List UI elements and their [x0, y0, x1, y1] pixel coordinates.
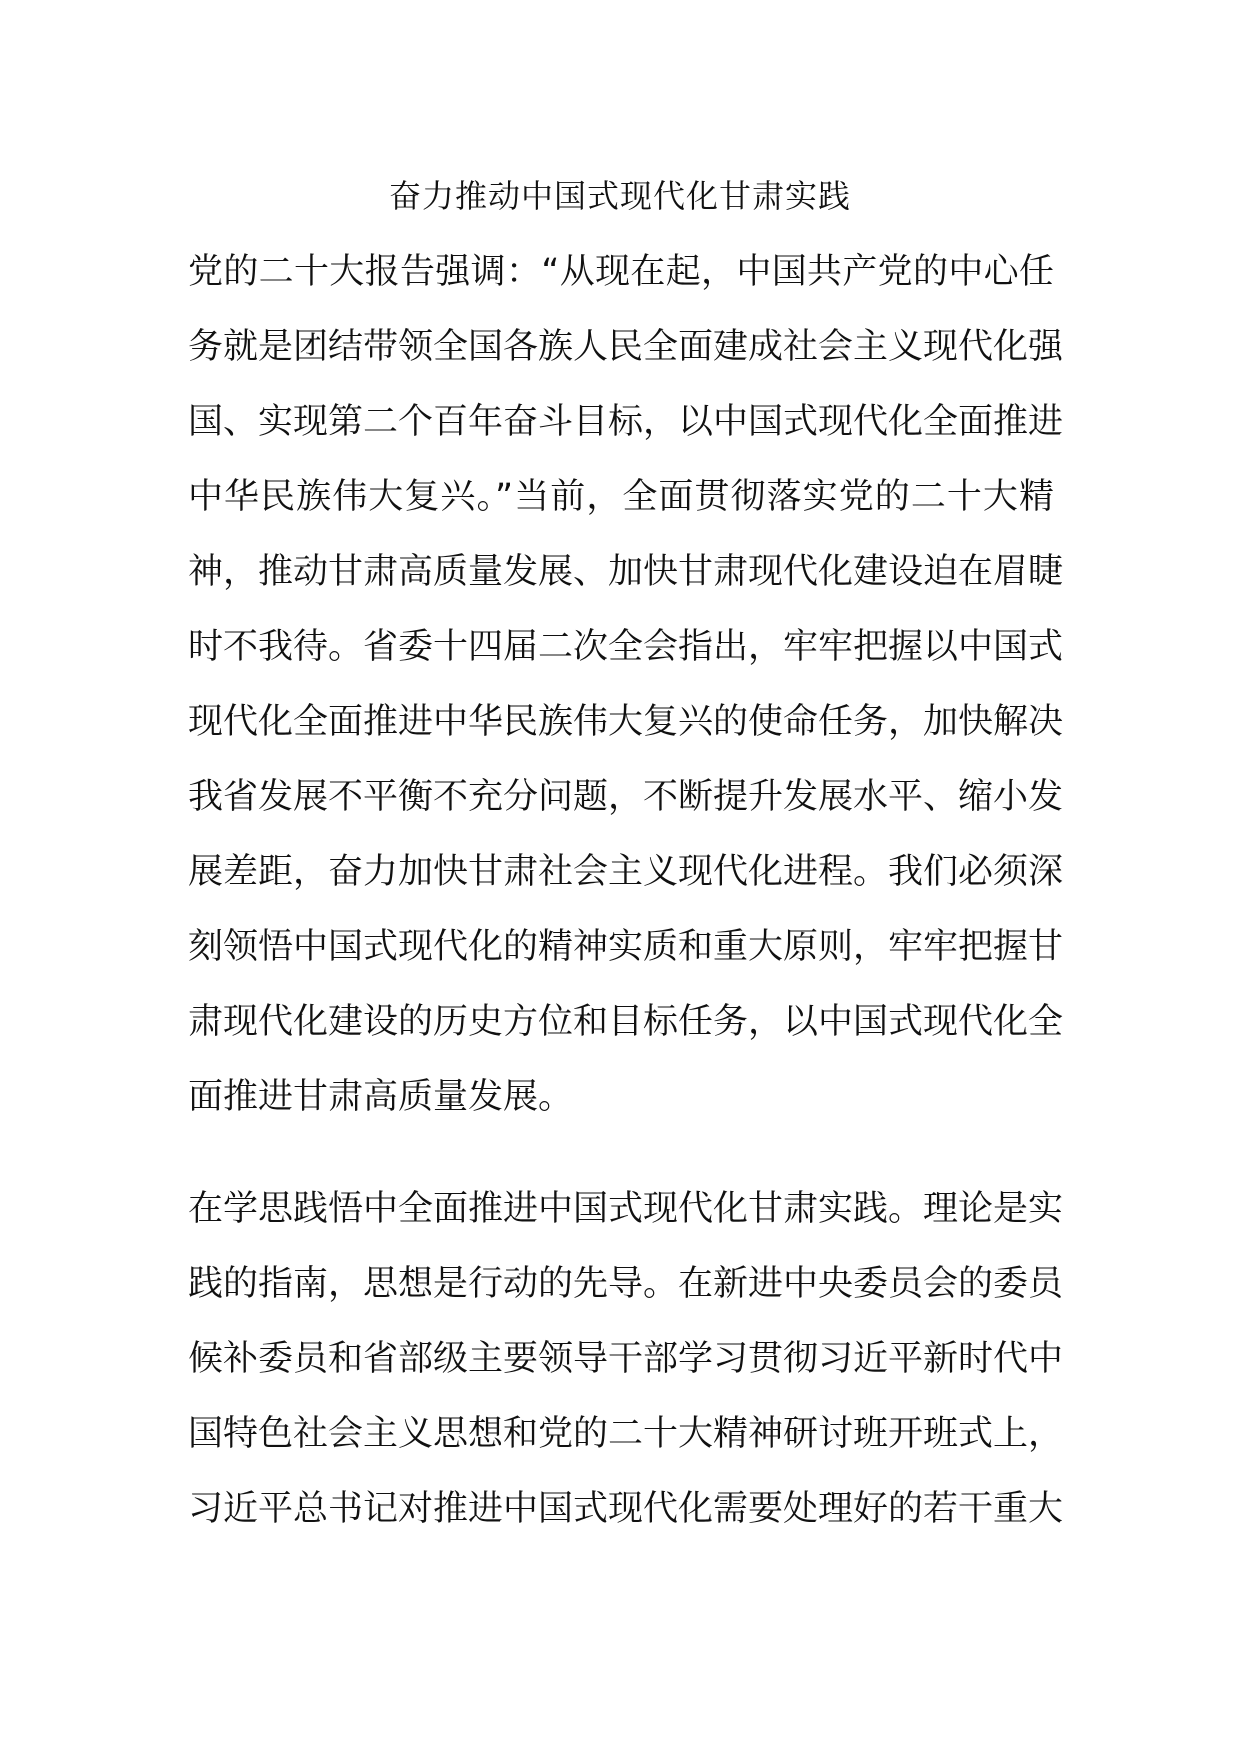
paragraph-line: 时不我待。省委十四届二次全会指出，牢牢把握以中国式 [188, 627, 1064, 667]
paragraph-line: 展差距，奋力加快甘肃社会主义现代化进程。我们必须深 [188, 852, 1064, 892]
paragraph-line: 现代化全面推进中华民族伟大复兴的使命任务，加快解决 [188, 702, 1064, 742]
paragraph-line: 刻领悟中国式现代化的精神实质和重大原则，牢牢把握甘 [188, 927, 1064, 967]
paragraph-line: 习近平总书记对推进中国式现代化需要处理好的若干重大 [188, 1489, 1064, 1529]
paragraph-line: 务就是团结带领全国各族人民全面建成社会主义现代化强 [188, 327, 1064, 367]
document-title: 奋力推动中国式现代化甘肃实践 [388, 177, 851, 215]
paragraph-line: 党的二十大报告强调：“从现在起，中国共产党的中心任 [188, 252, 1054, 292]
paragraph-line: 肃现代化建设的历史方位和目标任务，以中国式现代化全 [188, 1002, 1064, 1042]
paragraph-line: 国特色社会主义思想和党的二十大精神研讨班开班式上， [188, 1414, 1064, 1454]
paragraph-line: 践的指南，思想是行动的先导。在新进中央委员会的委员 [188, 1264, 1064, 1304]
paragraph-line: 面推进甘肃高质量发展。 [188, 1077, 574, 1117]
paragraph-line: 我省发展不平衡不充分问题，不断提升发展水平、缩小发 [188, 777, 1064, 817]
paragraph-line: 候补委员和省部级主要领导干部学习贯彻习近平新时代中 [188, 1339, 1064, 1379]
paragraph-line: 在学思践悟中全面推进中国式现代化甘肃实践。理论是实 [188, 1189, 1064, 1229]
paragraph-line: 神，推动甘肃高质量发展、加快甘肃现代化建设迫在眉睫 [188, 552, 1064, 592]
paragraph-line: 国、实现第二个百年奋斗目标，以中国式现代化全面推进 [188, 402, 1064, 442]
paragraph-2 [188, 1172, 1064, 1547]
paragraph-1 [188, 235, 1064, 1135]
paragraph-line: 中华民族伟大复兴。”当前，全面贯彻落实党的二十大精 [188, 477, 1054, 517]
